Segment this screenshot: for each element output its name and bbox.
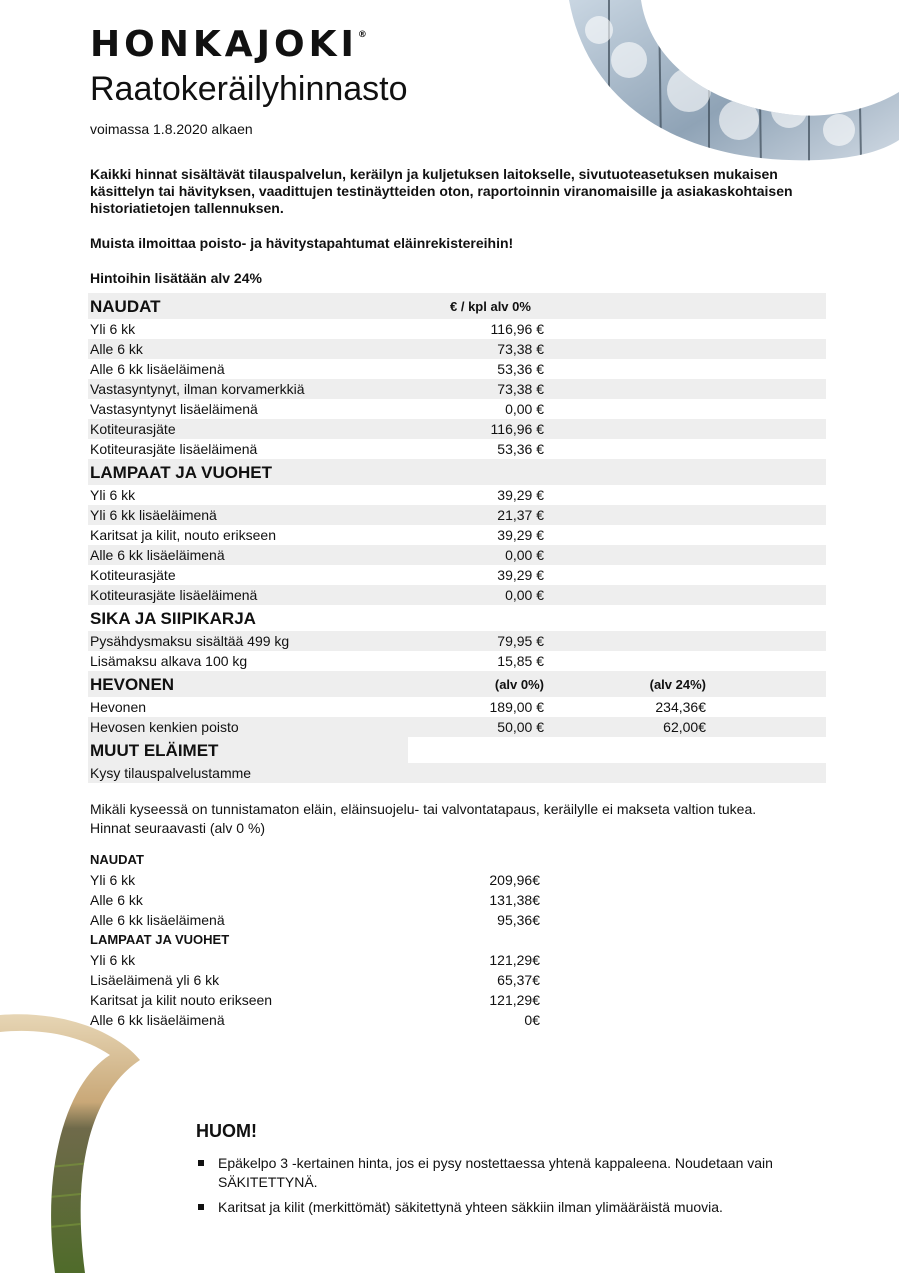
row-label: Karitsat ja kilit, nouto erikseen	[90, 527, 276, 543]
table-row	[88, 565, 826, 585]
table-row	[88, 339, 826, 359]
row-price: 53,36 €	[497, 361, 544, 377]
table-row	[88, 485, 826, 505]
table-row	[88, 697, 826, 717]
item-label: Karitsat ja kilit nouto erikseen	[90, 992, 273, 1008]
unidentified-price-list	[90, 850, 550, 1030]
intro-section	[90, 166, 830, 305]
row-price: 50,00 €	[497, 719, 544, 735]
section-header-lampaat	[88, 459, 826, 485]
list-item	[90, 970, 550, 990]
table-row	[88, 651, 826, 671]
table-row	[88, 319, 826, 339]
list-item	[90, 990, 550, 1010]
row-price: 0,00 €	[505, 587, 544, 603]
row-price: 39,29 €	[497, 487, 544, 503]
intro-paragraph: Kaikki hinnat sisältävät tilauspalvelun, keräilyn ja kuljetuksen laitokselle, sivutuoteasetuksen mukaisen käsittelyn tai hävityksen, vaadittujen testinäytteiden oton, raportoinnin viranomaisille ja asiakaskohtaisen historiatietojen tallennuksen.	[90, 166, 793, 216]
item-price: 95,36€	[497, 912, 540, 928]
notice-line: Hinnat seuraavasti (alv 0 %)	[90, 820, 266, 836]
table-row	[88, 525, 826, 545]
list-item	[90, 910, 550, 930]
row-label: Yli 6 kk	[90, 321, 136, 337]
huom-item-text: Epäkelpo 3 -kertainen hinta, jos ei pysy nostettaessa yhtenä kappaleena. Noudetaan vain SÄKITETTYNÄ.	[218, 1155, 773, 1190]
section-title: NAUDAT	[90, 297, 161, 316]
item-label: Yli 6 kk	[90, 952, 136, 968]
row-label: Kotiteurasjäte	[90, 421, 176, 437]
square-bullet-icon	[198, 1204, 204, 1210]
row-label: Alle 6 kk lisäeläimenä	[90, 361, 225, 377]
column-header-alv0: (alv 0%)	[494, 677, 544, 692]
unidentified-animal-notice	[90, 800, 850, 838]
row-label: Kotiteurasjäte lisäeläimenä	[90, 587, 258, 603]
row-label: Yli 6 kk lisäeläimenä	[90, 507, 217, 523]
huom-item	[196, 1154, 816, 1192]
table-row	[88, 379, 826, 399]
table-row	[88, 717, 826, 737]
huom-list	[196, 1154, 816, 1217]
row-label: Lisämaksu alkava 100 kg	[90, 653, 248, 669]
row-price: 0,00 €	[505, 547, 544, 563]
section-title: LAMPAAT JA VUOHET	[90, 463, 272, 482]
list-item	[90, 1010, 550, 1030]
item-label: Alle 6 kk lisäeläimenä	[90, 1012, 225, 1028]
column-header-alv24: (alv 24%)	[649, 677, 706, 692]
huom-item	[196, 1198, 816, 1217]
row-price: 53,36 €	[497, 441, 544, 457]
table-row	[88, 631, 826, 651]
row-label: Vastasyntynyt, ilman korvamerkkiä	[90, 381, 305, 397]
item-price: 121,29€	[489, 992, 540, 1008]
brand-logo-text: HONKAJOKI	[90, 24, 358, 65]
list-heading-naudat: NAUDAT	[90, 852, 144, 867]
item-label: Lisäeläimenä yli 6 kk	[90, 972, 220, 988]
table-row	[88, 359, 826, 379]
row-price: 73,38 €	[497, 341, 544, 357]
column-header-price: € / kpl alv 0%	[450, 299, 531, 314]
item-price: 65,37€	[497, 972, 540, 988]
row-price: 189,00 €	[489, 699, 544, 715]
row-label: Alle 6 kk lisäeläimenä	[90, 547, 225, 563]
list-heading-lampaat: LAMPAAT JA VUOHET	[90, 932, 230, 947]
row-price: 116,96 €	[490, 421, 544, 437]
row-label: Pysähdysmaksu sisältää 499 kg	[90, 633, 290, 649]
row-label: Hevosen kenkien poisto	[90, 719, 239, 735]
item-price: 0€	[524, 1012, 540, 1028]
section-header-hevonen	[88, 671, 826, 697]
section-header-naudat	[88, 293, 826, 319]
row-price-vat: 62,00€	[663, 719, 706, 735]
row-label: Alle 6 kk	[90, 341, 143, 357]
row-price-vat: 234,36€	[655, 699, 706, 715]
intro-vat-note: Hintoihin lisätään alv 24%	[90, 270, 262, 286]
section-title: MUUT ELÄIMET	[90, 741, 219, 760]
square-bullet-icon	[198, 1160, 204, 1166]
registered-mark: ®	[357, 30, 367, 40]
item-price: 131,38€	[489, 892, 540, 908]
row-price: 116,96 €	[490, 321, 544, 337]
list-item	[90, 950, 550, 970]
section-title: HEVONEN	[90, 675, 175, 694]
huom-item-text: Karitsat ja kilit (merkittömät) säkitettynä yhteen säkkiin ilman ylimääräistä muovia.	[218, 1199, 723, 1215]
huom-section	[196, 1121, 816, 1223]
page-title: Raatokeräilyhinnasto	[90, 70, 408, 108]
row-label: Kotiteurasjäte	[90, 567, 176, 583]
row-price: 0,00 €	[505, 401, 544, 417]
row-price: 15,85 €	[497, 653, 544, 669]
item-label: Yli 6 kk	[90, 872, 136, 888]
valid-from-date: voimassa 1.8.2020 alkaen	[90, 121, 253, 137]
table-row	[88, 439, 826, 459]
row-price: 21,37 €	[497, 507, 544, 523]
table-row	[88, 545, 826, 565]
row-label: Hevonen	[90, 699, 147, 715]
table-row	[88, 399, 826, 419]
table-row	[88, 419, 826, 439]
row-price: 73,38 €	[497, 381, 544, 397]
table-row	[88, 505, 826, 525]
row-label: Yli 6 kk	[90, 487, 136, 503]
item-price: 121,29€	[489, 952, 540, 968]
row-price: 39,29 €	[497, 527, 544, 543]
row-price: 39,29 €	[497, 567, 544, 583]
intro-reminder: Muista ilmoittaa poisto- ja hävitystapahtumat eläinrekistereihin!	[90, 235, 514, 251]
row-price: 79,95 €	[497, 633, 544, 649]
table-row	[88, 585, 826, 605]
row-label: Vastasyntynyt lisäeläimenä	[90, 401, 258, 417]
price-table	[88, 293, 826, 783]
item-label: Alle 6 kk	[90, 892, 143, 908]
section-header-sika	[88, 605, 826, 631]
huom-title: HUOM!	[196, 1121, 257, 1141]
row-label: Kysy tilauspalvelustamme	[90, 765, 252, 781]
field-landscape-image	[0, 1010, 185, 1273]
section-title: SIKA JA SIIPIKARJA	[90, 609, 256, 628]
table-row	[88, 763, 826, 783]
item-label: Alle 6 kk lisäeläimenä	[90, 912, 225, 928]
item-price: 209,96€	[489, 872, 540, 888]
list-item	[90, 890, 550, 910]
section-header-muut	[88, 737, 826, 763]
brand-logo	[90, 24, 367, 65]
row-label: Kotiteurasjäte lisäeläimenä	[90, 441, 258, 457]
notice-line: Mikäli kyseessä on tunnistamaton eläin, eläinsuojelu- tai valvontatapaus, keräilylle ei makseta valtion tukea.	[90, 801, 757, 817]
list-item	[90, 870, 550, 890]
